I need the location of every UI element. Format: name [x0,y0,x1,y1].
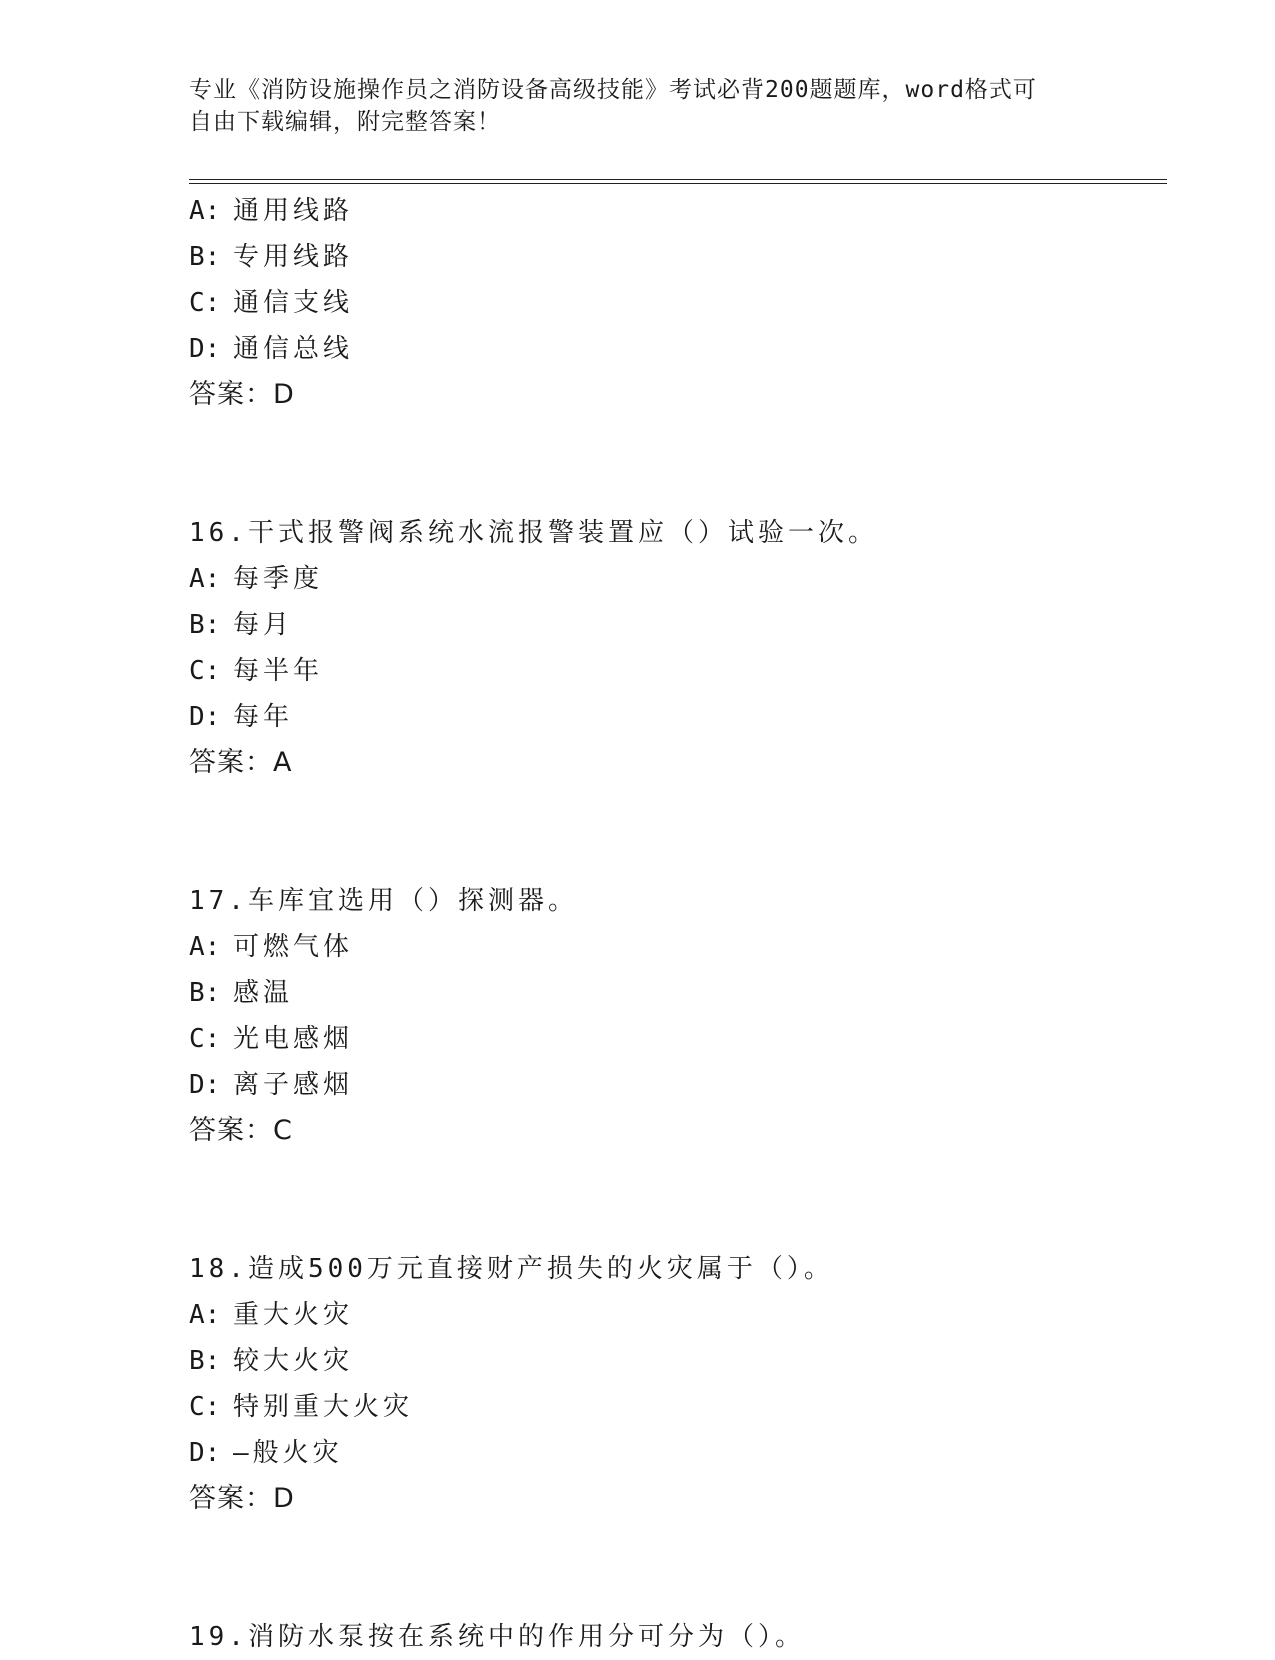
option-text: 特别重大火灾 [233,1392,414,1422]
option-text: 离子感烟 [233,1070,354,1100]
option-letter: A: [189,932,221,962]
header-divider-bottom [189,183,1167,184]
question-text: 19.消防水泵按在系统中的作用分可分为（）。 [189,1622,805,1652]
option-text: —般火灾 [233,1438,343,1468]
question-16 [189,510,1149,786]
option-c [189,280,1149,326]
option-letter: C: [189,656,221,686]
option-b [189,602,1149,648]
option-letter: D: [189,702,221,732]
option-letter: D: [189,1070,221,1100]
option-letter: C: [189,288,221,318]
option-text: 较大火灾 [233,1346,354,1376]
question-19 [189,1614,1149,1660]
option-text: 重大火灾 [233,1300,354,1330]
option-a [189,188,1149,234]
question-text: 16.干式报警阀系统水流报警装置应（）试验一次。 [189,518,878,548]
header-line-2: 自由下载编辑，附完整答案！ [189,109,501,135]
spacer [189,418,1149,510]
spacer [189,1154,1149,1246]
option-d [189,694,1149,740]
answer-line: 答案：D [189,1483,295,1514]
option-text: 每年 [233,702,294,732]
answer-line: 答案：A [189,747,293,778]
option-letter: A: [189,1300,221,1330]
option-letter: C: [189,1024,221,1054]
header-divider-top [189,179,1167,180]
spacer [189,786,1149,878]
option-letter: A: [189,196,221,226]
option-b [189,234,1149,280]
option-text: 可燃气体 [233,932,354,962]
option-b [189,1338,1149,1384]
question-17 [189,878,1149,1154]
option-letter: A: [189,564,221,594]
option-text: 感温 [233,978,294,1008]
answer-line: 答案：D [189,379,295,410]
option-letter: D: [189,1438,221,1468]
option-d [189,326,1149,372]
document-header [189,74,1089,138]
option-a [189,1292,1149,1338]
option-letter: D: [189,334,221,364]
spacer [189,1522,1149,1614]
option-text: 通用线路 [233,196,354,226]
option-a [189,924,1149,970]
answer-line: 答案：C [189,1115,293,1146]
option-letter: B: [189,242,221,272]
option-d [189,1062,1149,1108]
option-text: 光电感烟 [233,1024,354,1054]
option-a [189,556,1149,602]
option-letter: C: [189,1392,221,1422]
option-text: 通信总线 [233,334,354,364]
question-text: 17.车库宜选用（）探测器。 [189,886,578,916]
option-text: 专用线路 [233,242,354,272]
question-text: 18.造成500万元直接财产损失的火灾属于（）。 [189,1254,834,1284]
header-line-1: 专业《消防设施操作员之消防设备高级技能》考试必背200题题库，word格式可 [189,77,1037,103]
option-d [189,1430,1149,1476]
option-letter: B: [189,978,221,1008]
option-letter: B: [189,610,221,640]
option-c [189,1384,1149,1430]
option-c [189,1016,1149,1062]
option-text: 每月 [233,610,294,640]
option-b [189,970,1149,1016]
option-text: 每半年 [233,656,324,686]
question-18 [189,1246,1149,1522]
option-text: 通信支线 [233,288,354,318]
option-letter: B: [189,1346,221,1376]
option-c [189,648,1149,694]
question-list [189,188,1149,1660]
option-text: 每季度 [233,564,324,594]
question-15 [189,188,1149,418]
